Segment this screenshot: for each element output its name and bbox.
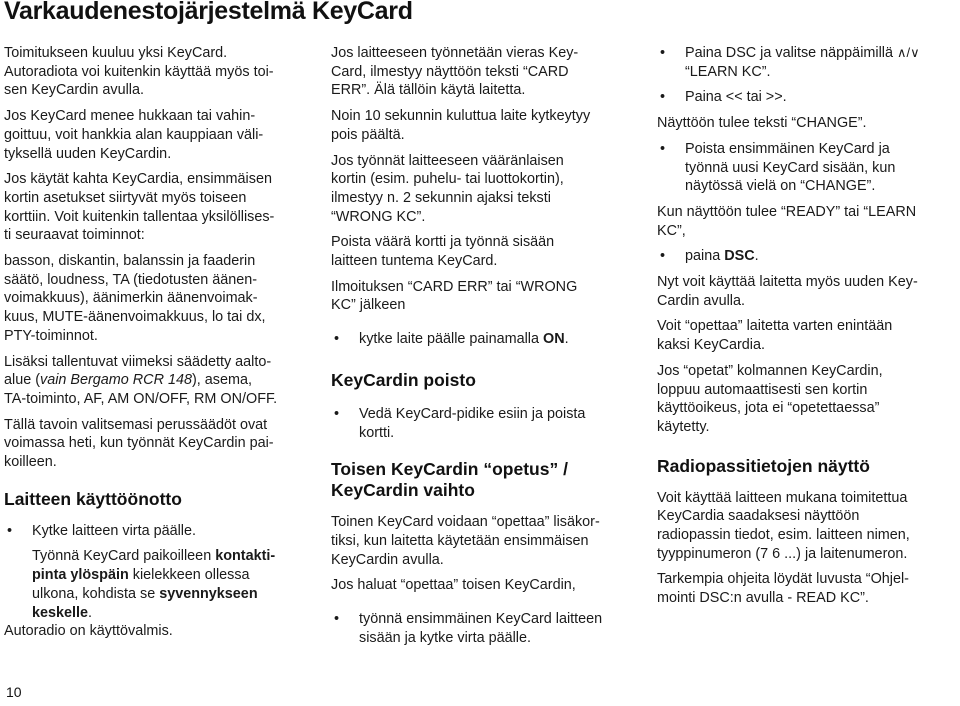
text-line: KeyCardia saadaksesi näyttöön [657, 508, 860, 525]
button-name: DSC [724, 248, 755, 265]
text-line: Voit käyttää laitteen mukana toimitettua [657, 489, 908, 506]
bullet-item [331, 405, 631, 442]
text-fragment: paina [685, 248, 725, 265]
text-line: Jos laitteeseen työnnetään vieras Key- [331, 45, 579, 61]
paragraph-radio-pass-info [657, 489, 957, 564]
text-fragment: kytke laite päälle painamalla [359, 331, 543, 348]
text-line: Card, ilmestyy näyttöön teksti “CARD [331, 63, 569, 80]
text-line: Vedä KeyCard-pidike esiin ja poista [359, 405, 586, 422]
text-line: Tarkempia ohjeita löydät luvusta “Ohjel- [657, 571, 909, 588]
paragraph-more-info [657, 570, 957, 607]
text-line: Nyt voit käyttää laitetta myös uuden Key- [657, 274, 918, 291]
text-line: Kun näyttöön tulee “READY” tai “LEARN [657, 203, 917, 220]
text-line: Poista väärä kortti ja työnnä sisään [331, 234, 555, 251]
text-line: Voit “opettaa” laitetta varten enintään [657, 318, 893, 335]
paragraph-lost-keycard [4, 107, 304, 163]
text-line: loppuu automaattisesti sen kortin [657, 381, 868, 398]
text-fragment: . [88, 604, 93, 621]
text-line: Cardin avulla. [657, 292, 745, 309]
bullet-item [4, 522, 304, 541]
paragraph-if-teach: Jos haluat “opettaa” toisen KeyCardin, [331, 577, 576, 594]
bold-text: keskelle [32, 604, 89, 621]
text-line: KC”, [657, 222, 686, 239]
bold-text: syvennykseen [159, 585, 258, 602]
heading-second-keycard [331, 459, 631, 501]
list-swap-card [657, 140, 957, 196]
text-line: Ilmoituksen “CARD ERR” tai “WRONG [331, 278, 578, 295]
list-learn-steps [657, 44, 957, 107]
text-line: voimakkuus), äänimerkin äänenvoimak- [4, 290, 258, 307]
text-line: KC” jälkeen [331, 297, 406, 314]
heading-radio-pass: Radiopassitietojen näyttö [657, 455, 870, 476]
bullet-text: Kytke laitteen virta päälle. [32, 522, 196, 539]
text-line: kaksi KeyCardia. [657, 337, 765, 354]
bullet-text: Paina << tai >>. [685, 89, 787, 106]
list-press-dsc [657, 247, 957, 266]
text-line: sen KeyCardin avulla. [4, 82, 144, 99]
paragraph-stored-functions [4, 252, 304, 346]
model-name: vain Bergamo RCR 148 [40, 372, 192, 389]
text-line: Toimitukseen kuuluu yksi KeyCard. [4, 45, 228, 61]
heading-line: KeyCardin vaihto [331, 480, 475, 501]
paragraph-foreign-keycard [331, 44, 631, 100]
text-line: PTY-toiminnot. [4, 327, 98, 344]
text-line: käytetty. [657, 418, 710, 435]
list-teach-steps [331, 610, 631, 647]
paragraph-two-keycards [4, 170, 304, 245]
text-line: voimassa heti, kun työnnät KeyCardin pai- [4, 435, 274, 452]
text-line: Tällä tavoin valitsemasi perussäädöt ovat [4, 416, 268, 433]
text-line: “WRONG KC”. [331, 208, 426, 225]
paragraph-switch-off [331, 107, 631, 144]
text-line: mointi DSC:n avulla - READ KC”. [657, 590, 869, 607]
list-switch-on [331, 330, 631, 349]
text-line: kuus, MUTE-äänenvoimakkuus, lo tai dx, [4, 309, 266, 326]
heading-keycard-removal: KeyCardin poisto [331, 369, 476, 390]
paragraph-ready-learn [657, 203, 957, 240]
text-fragment: kielekkeen ollessa [128, 567, 250, 584]
text-line: koilleen. [4, 454, 57, 471]
paragraph-change-shown: Näyttöön tulee teksti “CHANGE”. [657, 115, 867, 132]
text-line: ilmestyy n. 2 sekunnin ajaksi teksti [331, 189, 551, 206]
text-fragment: . [754, 248, 759, 265]
bold-text: kontakti- [215, 548, 276, 565]
text-line: “LEARN KC”. [685, 63, 771, 80]
text-line: goittuu, voit hankkia alan kauppiaan väli- [4, 126, 264, 143]
column-2 [331, 44, 631, 654]
paragraph-remove-wrong-card [331, 233, 631, 270]
bullet-item [657, 247, 957, 266]
page-number: 10 [6, 684, 22, 700]
text-line: ti seuraavat toiminnot: [4, 227, 145, 244]
text-fragment: Työnnä KeyCard paikoilleen [32, 548, 216, 565]
column-1 [4, 44, 304, 648]
paragraph-teach-second [331, 513, 631, 569]
bullet-item [331, 330, 631, 349]
text-line: Jos käytät kahta KeyCardia, ensimmäisen [4, 171, 272, 188]
text-line: tiksi, kun laitetta käytetään ensimmäisen [331, 532, 589, 549]
text-line: radiopassin tiedot, esim. laitteen nimen, [657, 527, 910, 544]
text-fragment: alue ( [4, 372, 40, 389]
bullet-item [331, 610, 631, 647]
text-line: Jos “opetat” kolmannen KeyCardin, [657, 362, 883, 379]
text-line: työnnä uusi KeyCard sisään, kun [685, 159, 896, 176]
text-line: basson, diskantin, balanssin ja faaderin [4, 253, 256, 270]
paragraph-after-message [331, 278, 631, 315]
paragraph-insert-keycard [4, 547, 304, 622]
paragraph-wrong-card [331, 152, 631, 227]
page-title: Varkaudenestojärjestelmä KeyCard [4, 0, 413, 25]
paragraph-ready: Autoradio on käyttövalmis. [4, 623, 173, 640]
text-line: Poista ensimmäinen KeyCard ja [685, 140, 890, 157]
text-line: laitteen tuntema KeyCard. [331, 253, 498, 270]
text-line: ERR”. Älä tällöin käytä laitetta. [331, 82, 526, 99]
text-line: työnnä ensimmäinen KeyCard laitteen [359, 611, 603, 628]
heading-commissioning: Laitteen käyttöönotto [4, 488, 182, 509]
up-down-arrows-icon: ∧/∨ [896, 45, 920, 60]
text-line: KeyCardin avulla. [331, 551, 444, 568]
text-line: kortti. [359, 424, 395, 441]
paragraph-keycard-included [4, 44, 304, 100]
text-line: Jos työnnät laitteeseen vääränlaisen [331, 152, 564, 169]
text-line: säätö, loudness, TA (tiedotusten äänen- [4, 271, 258, 288]
text-line: Jos KeyCard menee hukkaan tai vahin- [4, 108, 256, 125]
bullet-item [657, 88, 957, 107]
paragraph-also-stored [4, 353, 304, 409]
text-line: korttiin. Voit kuitenkin tallentaa yksilöllises- [4, 208, 275, 225]
text-fragment: ulkona, kohdista se [32, 585, 160, 602]
text-line: näytössä vielä on “CHANGE”. [685, 178, 876, 195]
text-line: sisään ja kytke virta päälle. [359, 629, 531, 646]
column-3 [657, 44, 957, 615]
text-line: TA-toiminto, AF, AM ON/OFF, RM ON/OFF. [4, 390, 278, 407]
paragraph-max-two [657, 317, 957, 354]
bullet-item [657, 44, 957, 81]
text-line: käyttöoikeus, jota ei “opetettaessa” [657, 400, 880, 417]
heading-line: Toisen KeyCardin “opetus” / [331, 459, 568, 480]
text-line: Autoradiota voi kuitenkin käyttää myös toi- [4, 63, 274, 80]
text-line: Lisäksi tallentuvat viimeksi säädetty aalto- [4, 353, 272, 370]
list-removal [331, 405, 631, 442]
bullet-item [657, 140, 957, 196]
text-line: Noin 10 sekunnin kuluttua laite kytkeytyy [331, 108, 591, 125]
text-fragment: . [564, 331, 569, 348]
text-line: Toinen KeyCard voidaan “opettaa” lisäkor- [331, 514, 600, 531]
paragraph-new-card-usable [657, 273, 957, 310]
bold-text: pinta ylöspäin [32, 567, 129, 584]
paragraph-third-card [657, 362, 957, 437]
text-line: tyyppinumeron (7 6 ...) ja laitenumeron. [657, 545, 908, 562]
text-fragment: ), asema, [191, 372, 252, 389]
button-name: ON [543, 331, 565, 348]
paragraph-basic-settings [4, 416, 304, 472]
text-line: pois päältä. [331, 126, 405, 143]
text-line: tyksellä uuden KeyCardin. [4, 145, 172, 162]
list-commissioning [4, 522, 304, 541]
text-line: kortin (esim. puhelu- tai luottokortin), [331, 171, 564, 188]
text-fragment: Paina DSC ja valitse näppäimillä [685, 45, 897, 61]
text-line: kortin asetukset siirtyvät myös toiseen [4, 189, 247, 206]
